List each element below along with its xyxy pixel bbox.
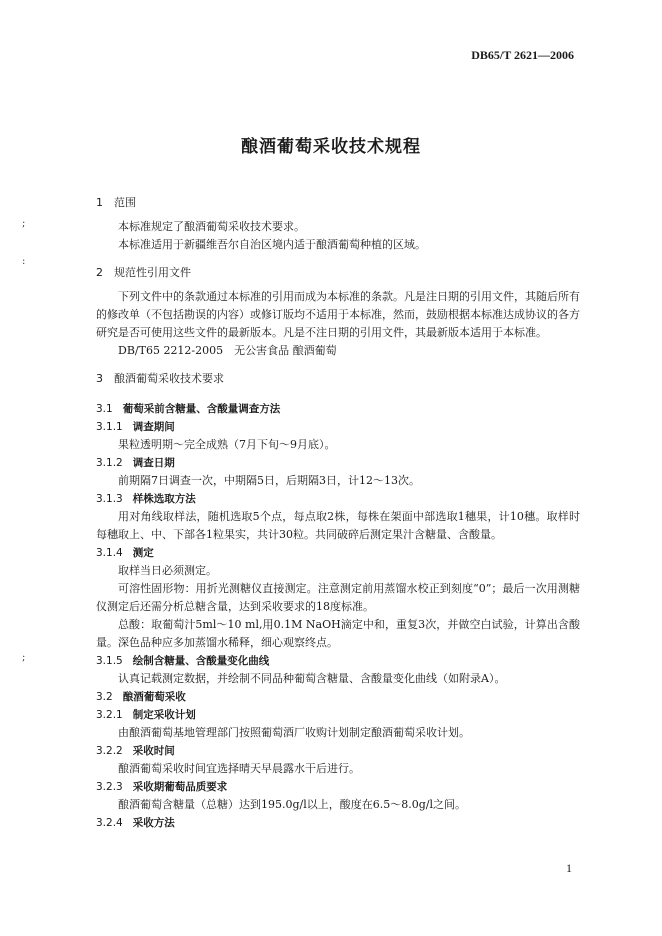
section-heading: 1 范围	[96, 196, 136, 209]
section-heading: 2 规范性引用文件	[96, 266, 191, 279]
paragraph: 本标准规定了酿酒葡萄采收技术要求。	[118, 220, 305, 233]
subsection-heading: 3.2.1 制定采收计划	[96, 709, 196, 721]
paragraph: 酿酒葡萄含糖量（总糖）达到195.0g/l以上，酸度在6.5～8.0g/l之间。	[118, 798, 467, 811]
subsection-heading: 3.2.4 采收方法	[96, 817, 175, 829]
scan-mark: ;	[22, 652, 26, 663]
page-title: 酿酒葡萄采收技术规程	[241, 137, 421, 157]
document-body	[96, 194, 580, 832]
paragraph: 认真记载测定数据，并绘制不同品种葡萄含糖量、含酸量变化曲线（如附录A）。	[118, 672, 506, 685]
paragraph: 本标准适用于新疆维吾尔自治区境内适于酿酒葡萄种植的区域。	[118, 238, 426, 251]
paragraph: 用对角线取样法，随机选取5个点，每点取2株，每株在架面中部选取1穗果，计10穗。取样时每穗取上、中、下部各1粒果实，共计30粒。共同破碎后测定果汁含糖量、含酸量。	[96, 510, 580, 541]
section-heading: 3 酿酒葡萄采收技术要求	[96, 372, 224, 385]
subsection-heading: 3.2.3 采收期葡萄品质要求	[96, 781, 228, 793]
paragraph: 前期隔7日调查一次，中期隔5日，后期隔3日，计12～13次。	[118, 474, 420, 487]
subsection-heading: 3.1.3 样株选取方法	[96, 493, 196, 505]
paragraph: 总酸：取葡萄汁5ml～10 ml,用0.1M NaOH滴定中和，重复3次，并做空白试验，计算出含酸量。深色品种应多加蒸馏水稀释，细心观察终点。	[96, 618, 580, 649]
subsection-heading: 3.1.2 调查日期	[96, 457, 175, 469]
subsection-heading: 3.1 葡萄采前含糖量、含酸量调查方法	[96, 403, 281, 415]
subsection-heading: 3.1.5 绘制含糖量、含酸量变化曲线	[96, 655, 270, 667]
scan-mark: :	[22, 256, 26, 267]
paragraph: 下列文件中的条款通过本标准的引用而成为本标准的条款。凡是注日期的引用文件，其随后所有的修改单（不包括勘误的内容）或修订版均不适用于本标准，然而，鼓励根据本标准达成协议的各方研究是否可使用这些文件的最新版本。凡是不注日期的引用文件，其最新版本适用于本标准。	[96, 290, 580, 339]
page-number: 1	[566, 861, 572, 875]
paragraph: 取样当日必须测定。	[118, 564, 217, 577]
paragraph: 由酿酒葡萄基地管理部门按照葡萄酒厂收购计划制定酿酒葡萄采收计划。	[118, 726, 470, 739]
subsection-heading: 3.2.2 采收时间	[96, 745, 175, 757]
paragraph: 可溶性固形物：用折光测糖仪直接测定。注意测定前用蒸馏水校正到刻度“0”；最后一次用测糖仪测定后还需分析总糖含量，达到采收要求的18度标准。	[96, 582, 580, 613]
subsection-heading: 3.2 酿酒葡萄采收	[96, 691, 186, 703]
paragraph: 酿酒葡萄采收时间宜选择晴天早晨露水干后进行。	[118, 762, 360, 775]
scan-mark: ;	[22, 218, 26, 229]
paragraph: 果粒透明期～完全成熟（7月下旬～9月底）。	[118, 438, 336, 451]
subsection-heading: 3.1.1 调查期间	[96, 421, 175, 433]
reference-item: DB/T65 2212-2005 无公害食品 酿酒葡萄	[118, 344, 337, 357]
subsection-heading: 3.1.4 测定	[96, 547, 154, 559]
document-code: DB65/T 2621—2006	[471, 48, 574, 62]
